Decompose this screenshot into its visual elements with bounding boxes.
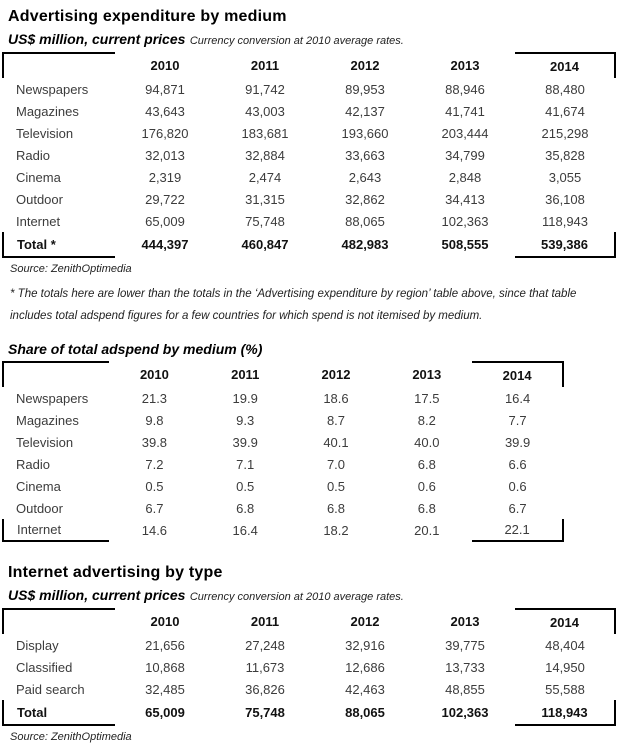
section3-title: Internet advertising by type bbox=[8, 564, 223, 581]
section1-subtitle bbox=[8, 31, 615, 49]
value-cell: 7.0 bbox=[326, 456, 346, 472]
table-row bbox=[3, 519, 563, 541]
value-cell: 7.2 bbox=[145, 456, 164, 472]
table-header-row bbox=[3, 609, 615, 634]
row-label: Television bbox=[16, 125, 74, 141]
table-row bbox=[3, 409, 563, 431]
table-row bbox=[3, 700, 615, 725]
value-cell: 34,413 bbox=[445, 191, 485, 207]
section3-subtitle bbox=[8, 587, 615, 605]
value-cell: 34,799 bbox=[445, 147, 485, 163]
value-cell: 2,848 bbox=[448, 169, 482, 185]
value-cell: 0.5 bbox=[326, 478, 346, 494]
value-cell: 42,137 bbox=[345, 103, 385, 119]
value-cell: 13,733 bbox=[445, 659, 485, 675]
table-header-row bbox=[3, 53, 615, 78]
row-label: Radio bbox=[16, 456, 50, 472]
year-header: 2014 bbox=[515, 609, 615, 634]
table-row bbox=[3, 678, 615, 700]
value-cell: 7.7 bbox=[508, 412, 527, 428]
section1-conversion-note: Currency conversion at 2010 average rates. bbox=[189, 35, 404, 47]
value-cell: 91,742 bbox=[245, 81, 285, 97]
row-label: Paid search bbox=[16, 681, 85, 697]
table-row bbox=[3, 122, 615, 144]
value-cell: 22.1 bbox=[472, 519, 563, 541]
value-cell: 12,686 bbox=[345, 659, 385, 675]
year-header: 2011 bbox=[250, 58, 280, 73]
row-label: Television bbox=[16, 434, 74, 450]
value-cell: 11,673 bbox=[245, 659, 285, 675]
section3-conversion-note: Currency conversion at 2010 average rates. bbox=[189, 591, 404, 603]
value-cell: 55,588 bbox=[545, 681, 585, 697]
row-label: Magazines bbox=[16, 103, 79, 119]
value-cell: 0.5 bbox=[236, 478, 255, 494]
value-cell: 94,871 bbox=[145, 81, 185, 97]
value-cell: 88,480 bbox=[545, 81, 585, 97]
value-cell: 102,363 bbox=[441, 705, 489, 720]
table-header-row bbox=[3, 362, 563, 387]
value-cell: 88,065 bbox=[345, 705, 385, 720]
value-cell: 19.9 bbox=[232, 390, 258, 406]
section1-source: Source: ZenithOptimedia bbox=[10, 263, 132, 275]
year-header: 2012 bbox=[350, 58, 380, 73]
value-cell: 41,674 bbox=[545, 103, 585, 119]
value-cell: 16.4 bbox=[504, 390, 531, 406]
year-header: 2010 bbox=[150, 58, 180, 73]
value-cell: 2,319 bbox=[148, 169, 182, 185]
value-cell: 40.1 bbox=[323, 434, 349, 450]
table-row bbox=[3, 656, 615, 678]
value-cell: 14,950 bbox=[545, 659, 585, 675]
year-header: 2012 bbox=[350, 614, 380, 629]
table-advertising-expenditure-by-medium bbox=[2, 52, 616, 258]
value-cell: 32,916 bbox=[345, 637, 385, 653]
year-header: 2013 bbox=[412, 367, 442, 382]
row-label: Radio bbox=[16, 147, 50, 163]
value-cell: 6.7 bbox=[145, 500, 164, 516]
year-header: 2014 bbox=[515, 53, 615, 78]
row-label-header bbox=[3, 53, 115, 78]
row-label: Outdoor bbox=[16, 191, 63, 207]
value-cell: 39.8 bbox=[141, 434, 168, 450]
value-cell: 32,884 bbox=[245, 147, 285, 163]
value-cell: 215,298 bbox=[541, 125, 589, 141]
table-row bbox=[3, 232, 615, 257]
value-cell: 21.3 bbox=[141, 390, 168, 406]
value-cell: 65,009 bbox=[145, 705, 185, 720]
table-row bbox=[3, 210, 615, 232]
table-row bbox=[3, 100, 615, 122]
value-cell: 6.6 bbox=[508, 456, 527, 472]
value-cell: 444,397 bbox=[141, 237, 189, 252]
value-cell: 43,003 bbox=[245, 103, 285, 119]
value-cell: 27,248 bbox=[245, 637, 285, 653]
section1-unit-label: US$ million, current prices bbox=[8, 31, 186, 47]
value-cell: 8.2 bbox=[417, 412, 436, 428]
value-cell: 0.6 bbox=[508, 478, 527, 494]
value-cell: 0.6 bbox=[417, 478, 436, 494]
table-row bbox=[3, 497, 563, 519]
row-label: Total bbox=[3, 700, 115, 725]
value-cell: 0.5 bbox=[145, 478, 164, 494]
year-header: 2014 bbox=[472, 362, 563, 387]
value-cell: 42,463 bbox=[345, 681, 385, 697]
table-row bbox=[3, 78, 615, 100]
value-cell: 31,315 bbox=[245, 191, 285, 207]
table-internet-advertising-by-type bbox=[2, 608, 616, 726]
row-label: Cinema bbox=[16, 478, 61, 494]
table-row bbox=[3, 387, 563, 409]
value-cell: 41,741 bbox=[445, 103, 485, 119]
year-header: 2012 bbox=[321, 367, 351, 382]
row-label: Newspapers bbox=[16, 390, 89, 406]
value-cell: 6.8 bbox=[417, 500, 436, 516]
table-row bbox=[3, 166, 615, 188]
value-cell: 203,444 bbox=[441, 125, 489, 141]
section3-source: Source: ZenithOptimedia bbox=[10, 731, 132, 743]
table-row bbox=[3, 634, 615, 656]
value-cell: 2,643 bbox=[348, 169, 382, 185]
value-cell: 39.9 bbox=[232, 434, 258, 450]
year-header: 2010 bbox=[139, 367, 169, 382]
value-cell: 32,485 bbox=[145, 681, 185, 697]
value-cell: 7.1 bbox=[236, 456, 255, 472]
year-header: 2010 bbox=[150, 614, 180, 629]
value-cell: 102,363 bbox=[441, 213, 489, 229]
value-cell: 88,946 bbox=[445, 81, 485, 97]
table-row bbox=[3, 144, 615, 166]
section1-footnote bbox=[10, 283, 615, 327]
year-header: 2011 bbox=[250, 614, 280, 629]
year-header: 2011 bbox=[231, 367, 260, 382]
row-label: Classified bbox=[16, 659, 73, 675]
value-cell: 39,775 bbox=[445, 637, 485, 653]
table-row bbox=[3, 188, 615, 210]
footnote-line1: * The totals here are lower than the totals in the ‘Advertising expenditure by region’ table above, since that table bbox=[10, 288, 577, 300]
row-label: Magazines bbox=[16, 412, 79, 428]
row-label: Outdoor bbox=[16, 500, 63, 516]
value-cell: 6.7 bbox=[508, 500, 527, 516]
value-cell: 33,663 bbox=[345, 147, 385, 163]
row-label: Total * bbox=[3, 232, 115, 257]
value-cell: 32,862 bbox=[345, 191, 385, 207]
value-cell: 118,943 bbox=[541, 213, 589, 229]
section3-unit-label: US$ million, current prices bbox=[8, 587, 186, 603]
value-cell: 2,474 bbox=[248, 169, 282, 185]
value-cell: 176,820 bbox=[141, 125, 189, 141]
value-cell: 18.6 bbox=[323, 390, 349, 406]
value-cell: 6.8 bbox=[417, 456, 436, 472]
value-cell: 9.3 bbox=[236, 412, 255, 428]
value-cell: 35,828 bbox=[545, 147, 585, 163]
value-cell: 36,108 bbox=[545, 191, 585, 207]
value-cell: 3,055 bbox=[548, 169, 582, 185]
value-cell: 10,868 bbox=[145, 659, 185, 675]
value-cell: 183,681 bbox=[241, 125, 289, 141]
value-cell: 65,009 bbox=[145, 213, 185, 229]
value-cell: 18.2 bbox=[323, 522, 349, 538]
footnote-line2: includes total adspend figures for a few countries for which spend is not itemised by medium. bbox=[10, 310, 483, 322]
section2-title: Share of total adspend by medium (%) bbox=[8, 341, 263, 357]
value-cell: 17.5 bbox=[414, 390, 440, 406]
row-label: Internet bbox=[16, 213, 61, 229]
value-cell: 460,847 bbox=[241, 237, 289, 252]
value-cell: 48,855 bbox=[445, 681, 485, 697]
value-cell: 88,065 bbox=[345, 213, 385, 229]
value-cell: 6.8 bbox=[326, 500, 346, 516]
value-cell: 8.7 bbox=[326, 412, 346, 428]
value-cell: 43,643 bbox=[145, 103, 185, 119]
value-cell: 539,386 bbox=[515, 232, 615, 257]
value-cell: 32,013 bbox=[145, 147, 185, 163]
value-cell: 89,953 bbox=[345, 81, 385, 97]
table-row bbox=[3, 475, 563, 497]
row-label-header bbox=[3, 362, 109, 387]
value-cell: 75,748 bbox=[245, 213, 285, 229]
value-cell: 29,722 bbox=[145, 191, 185, 207]
year-header: 2013 bbox=[450, 614, 480, 629]
value-cell: 118,943 bbox=[515, 700, 615, 725]
value-cell: 193,660 bbox=[341, 125, 389, 141]
value-cell: 508,555 bbox=[441, 237, 489, 252]
year-header: 2013 bbox=[450, 58, 480, 73]
value-cell: 20.1 bbox=[414, 522, 440, 538]
section1-title: Advertising expenditure by medium bbox=[8, 8, 287, 25]
value-cell: 75,748 bbox=[245, 705, 285, 720]
table-row bbox=[3, 453, 563, 475]
row-label: Display bbox=[16, 637, 59, 653]
row-label: Internet bbox=[3, 519, 109, 541]
value-cell: 36,826 bbox=[245, 681, 285, 697]
value-cell: 21,656 bbox=[145, 637, 185, 653]
row-label-header bbox=[3, 609, 115, 634]
value-cell: 16.4 bbox=[232, 522, 258, 538]
row-label: Newspapers bbox=[16, 81, 89, 97]
row-label: Cinema bbox=[16, 169, 61, 185]
value-cell: 9.8 bbox=[145, 412, 164, 428]
value-cell: 14.6 bbox=[141, 522, 168, 538]
table-row bbox=[3, 431, 563, 453]
value-cell: 482,983 bbox=[341, 237, 389, 252]
value-cell: 6.8 bbox=[236, 500, 255, 516]
value-cell: 40.0 bbox=[414, 434, 440, 450]
value-cell: 48,404 bbox=[545, 637, 585, 653]
table-share-of-total-adspend bbox=[2, 361, 564, 542]
value-cell: 39.9 bbox=[504, 434, 531, 450]
